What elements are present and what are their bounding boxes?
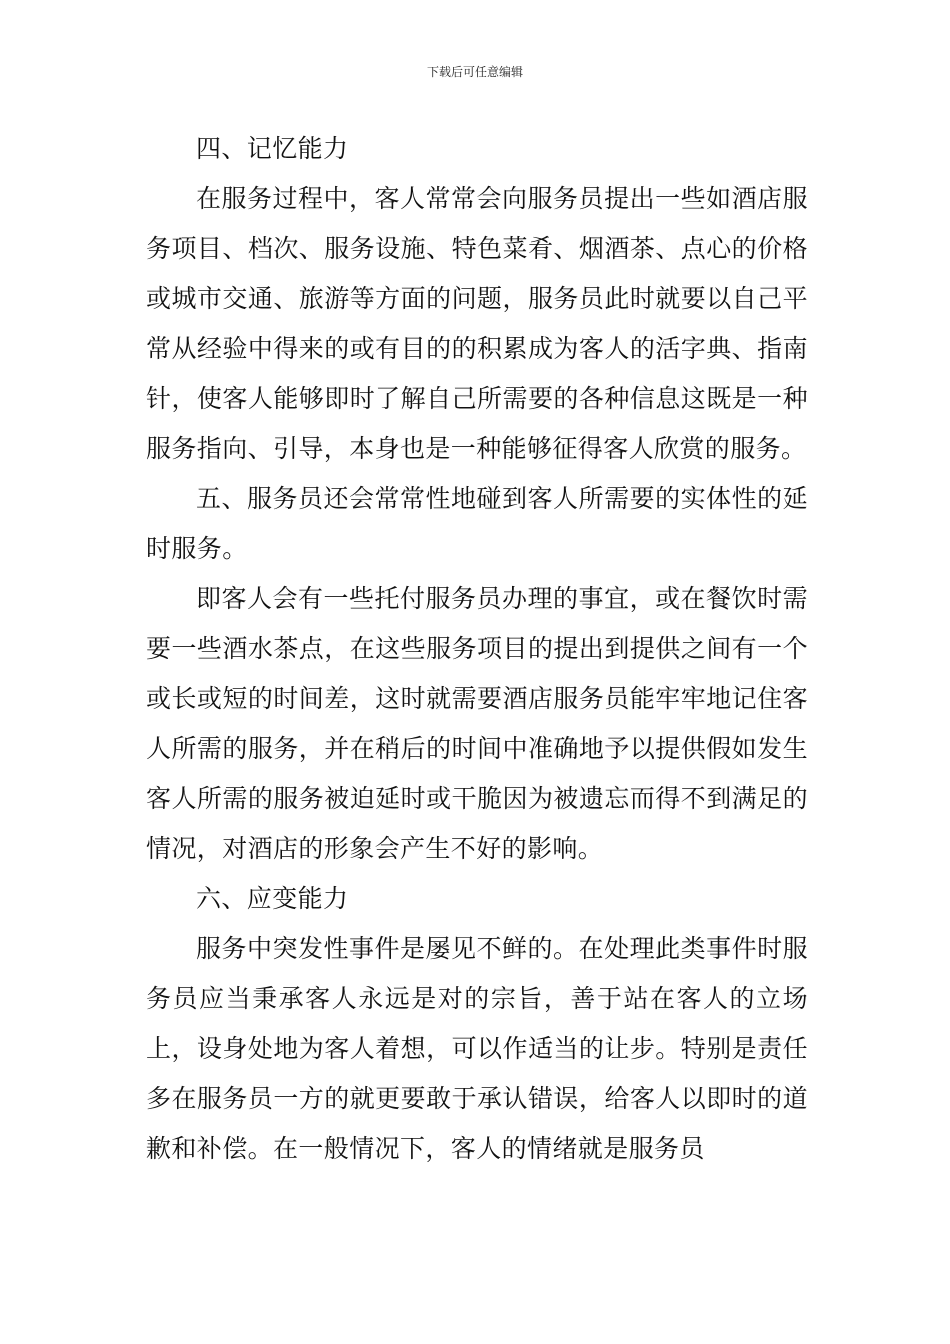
- page-header-note: 下载后可任意编辑: [426, 65, 523, 79]
- section-heading-adaptability: 六、应变能力: [196, 884, 349, 913]
- paragraph-delayed-service-body: 即客人会有一些托付服务员办理的事宜，或在餐饮时需要一些酒水茶点，在这些服务项目的提出到提供之间有一个或长或短的时间差，这时就需要酒店服务员能牢牢地记住客人所需的服务，并在稍后的时间中准确地予以提供假如发生客人所需的服务被迫延时或干脆因为被遗忘而得不到满足的情况，对酒店的形象会产生不好的影响。: [146, 584, 808, 863]
- paragraph-memory-body: 在服务过程中，客人常常会向服务员提出一些如酒店服务项目、档次、服务设施、特色菜肴、烟酒茶、点心的价格或城市交通、旅游等方面的问题，服务员此时就要以自己平常从经验中得来的或有目的的积累成为客人的活字典、指南针，使客人能够即时了解自己所需要的各种信息这既是一种服务指向、引导，本身也是一种能够征得客人欣赏的服务。: [146, 184, 808, 463]
- section-heading-delayed-service: 五、服务员还会常常性地碰到客人所需要的实体性的延时服务。: [146, 484, 808, 563]
- section-heading-memory: 四、记忆能力: [196, 134, 349, 163]
- paragraph-adaptability-body: 服务中突发性事件是屡见不鲜的。在处理此类事件时服务员应当秉承客人永远是对的宗旨，善于站在客人的立场上，设身处地为客人着想，可以作适当的让步。特别是责任多在服务员一方的就更要敢于承认错误，给客人以即时的道歉和补偿。在一般情况下，客人的情绪就是服务员: [146, 934, 808, 1163]
- document-body: [146, 124, 808, 1174]
